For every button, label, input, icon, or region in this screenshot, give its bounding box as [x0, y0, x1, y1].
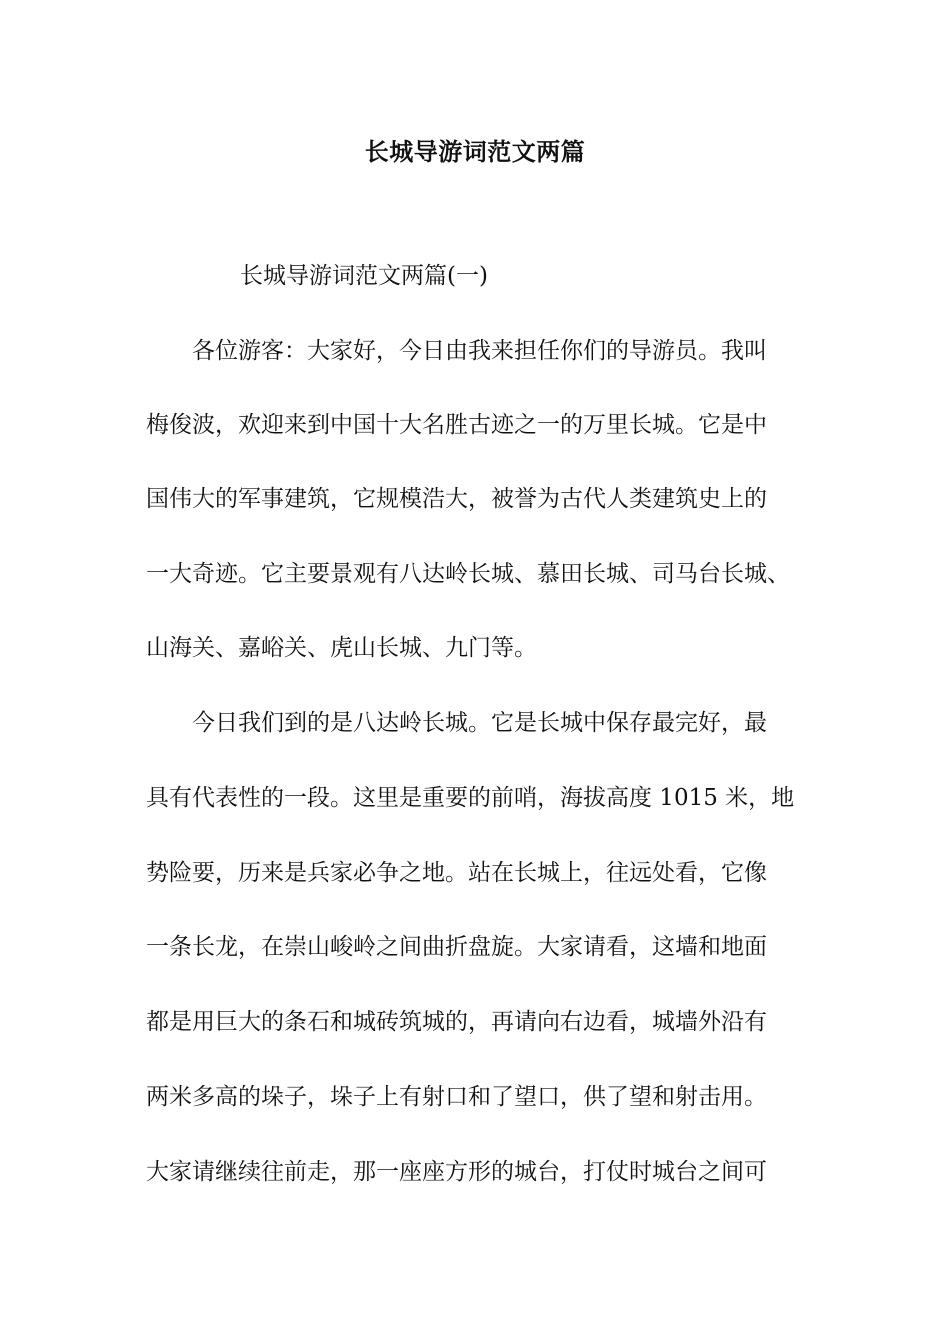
body-line: 具有代表性的一段。这里是重要的前哨，海拔高度 1015 米，地 [146, 785, 795, 811]
body-line: 大家请继续往前走，那一座座方形的城台，打仗时城台之间可 [146, 1159, 767, 1185]
body-line: 国伟大的军事建筑，它规模浩大，被誉为古代人类建筑史上的 [146, 486, 767, 512]
body-line: 两米多高的垛子，垛子上有射口和了望口，供了望和射击用。 [146, 1084, 767, 1110]
body-line: 今日我们到的是八达岭长城。它是长城中保存最完好，最 [146, 710, 767, 736]
body-line: 各位游客：大家好，今日由我来担任你们的导游员。我叫 [146, 338, 767, 364]
document-subtitle: 长城导游词范文两篇(一) [240, 263, 488, 289]
body-line: 山海关、嘉峪关、虎山长城、九门等。 [146, 635, 537, 661]
body-line: 梅俊波，欢迎来到中国十大名胜古迹之一的万里长城。它是中 [146, 412, 767, 438]
body-line: 势险要，历来是兵家必争之地。站在长城上，往远处看，它像 [146, 860, 767, 886]
body-line: 都是用巨大的条石和城砖筑城的，再请向右边看，城墙外沿有 [146, 1009, 767, 1035]
body-line: 一大奇迹。它主要景观有八达岭长城、慕田长城、司马台长城、 [146, 561, 790, 587]
document-title: 长城导游词范文两篇 [364, 137, 586, 166]
body-line: 一条长龙，在崇山峻岭之间曲折盘旋。大家请看，这墙和地面 [146, 934, 767, 960]
